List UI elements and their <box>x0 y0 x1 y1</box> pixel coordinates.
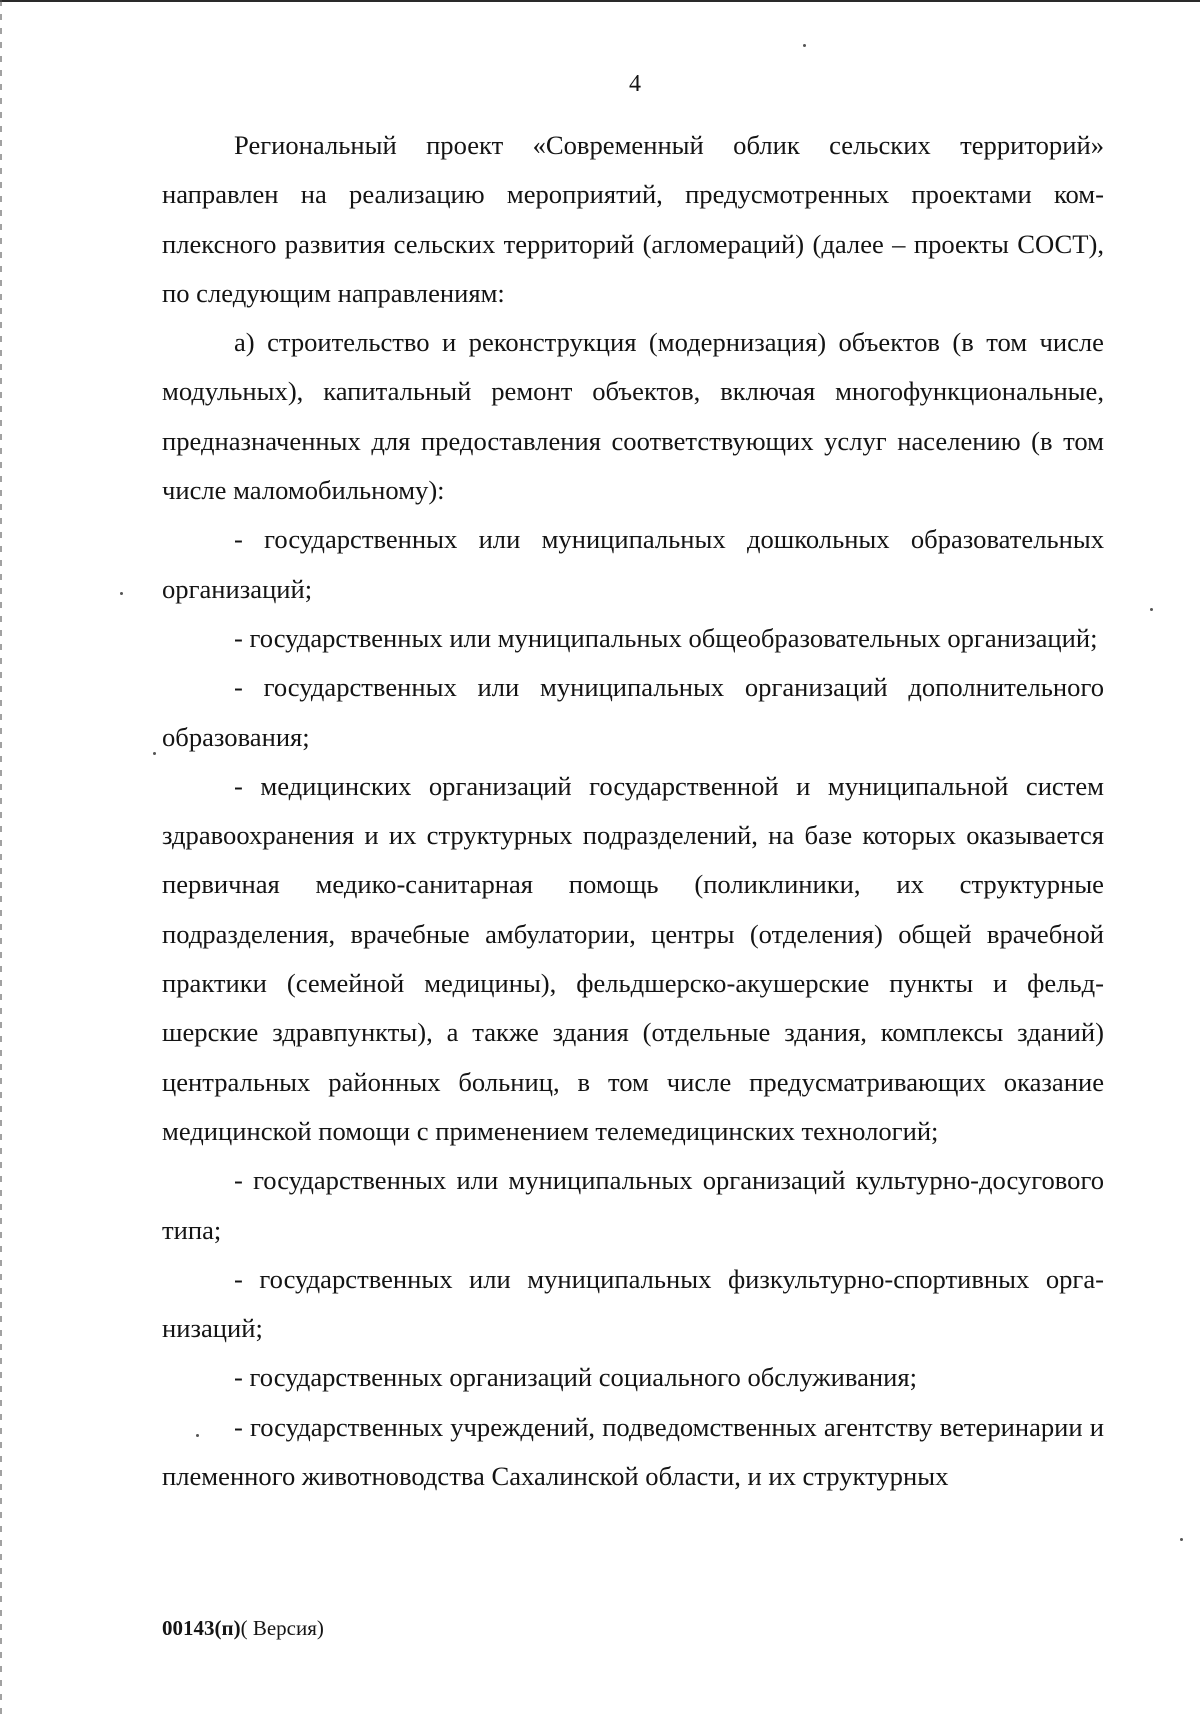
list-item-cultural: - государственных или муниципальных организаций культурно-досугового типа; <box>162 1165 1104 1245</box>
document-body <box>162 121 1104 1501</box>
document-code: 00143(п) <box>162 1616 241 1640</box>
list-item-general-education: - государственных или муниципальных общеобразовательных организаций; <box>234 622 1098 653</box>
list-item-medical: - медицинских организаций государственной и муниципальной систем здравоохранения и их структурных подразделений, на базе которых оказывается первичная медико-санитарная помощь (поликлиники, их структурные подразделения, врачебные амбулатории, центры (отделения) общей врачебной практики (семейной медицины), фельдшерско-акушерские пункты и фельдшерские здравпункты), а также здания (отдельные здания, комплексы зданий) центральных районных больниц, в том числе предусматривающих оказание медицинской помощи с применением телемедицинских технологий; <box>162 770 1104 1146</box>
list-item-veterinary: - государственных учреждений, подведомственных агентству ветеринарии и племенного животноводства Сахалинской области, и их структурных <box>162 1411 1104 1492</box>
list-item-social: - государственных организаций социального обслуживания; <box>234 1362 918 1393</box>
document-footer <box>162 1614 324 1642</box>
paragraph-intro: Региональный проект «Современный облик сельских территорий» направлен на реализацию мероприятий, предусмотренных проектами комплексного развития сельских территорий (агломераций) (далее – проекты СОСТ), по следующим направлениям: <box>162 130 1104 308</box>
scan-speck <box>1180 1538 1183 1541</box>
list-item-preschool: - государственных или муниципальных дошкольных образовательных организаций; <box>162 524 1104 604</box>
list-item-sports: - государственных или муниципальных физкультурно-спортивных организаций; <box>162 1263 1104 1344</box>
top-edge-rule <box>0 0 1200 2</box>
scan-speck <box>196 1434 199 1437</box>
scan-speck <box>153 752 156 755</box>
scan-speck <box>120 592 123 595</box>
scan-speck <box>803 44 806 47</box>
left-scan-edge <box>0 0 2 1717</box>
document-version: ( Версия) <box>240 1616 324 1640</box>
scan-speck <box>1150 608 1153 611</box>
paragraph-item-a: а) строительство и реконструкция (модернизация) объектов (в том числе модульных), капитальный ремонт объектов, включая многофункциональные, предназначенных для предоставления соответствующих услуг населению (в том числе маломобильному): <box>162 327 1104 506</box>
list-item-additional-education: - государственных или муниципальных организаций дополнительного образования; <box>162 672 1104 752</box>
page-number: 4 <box>629 71 641 97</box>
